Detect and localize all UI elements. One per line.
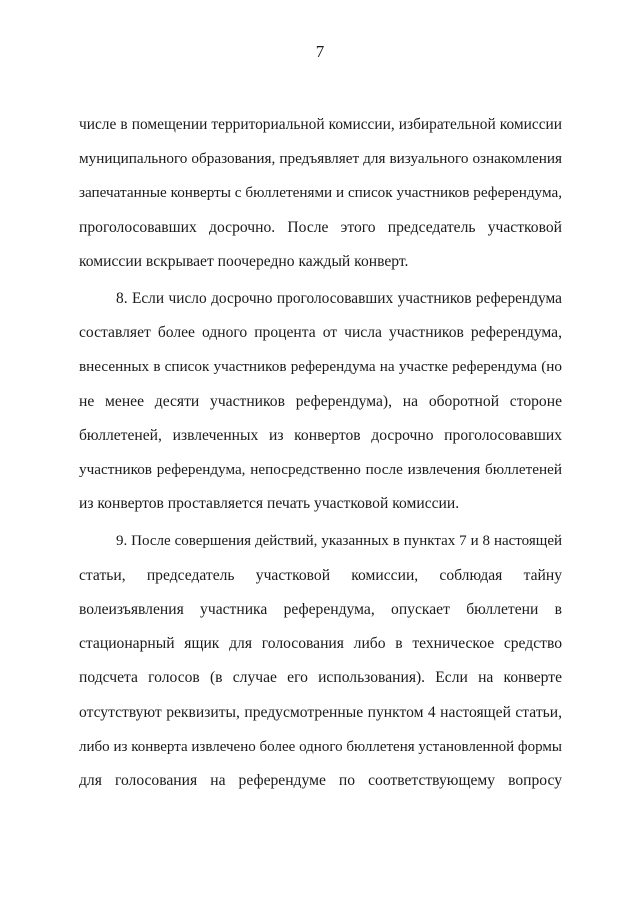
text-line: проголосовавших досрочно. После этого председатель участковой xyxy=(79,219,562,236)
text-line: не менее десяти участников референдума), на оборотной стороне xyxy=(79,393,562,410)
text-line: составляет более одного процента от числа участников референдума, xyxy=(79,324,562,341)
text-line: внесенных в список участников референдума на участке референдума (но xyxy=(79,358,562,375)
text-line: из конвертов проставляется печать участковой комиссии. xyxy=(79,495,460,512)
page-number: 7 xyxy=(315,42,325,61)
text-line: муниципального образования, предъявляет для визуального ознакомления xyxy=(79,150,562,167)
text-line: отсутствуют реквизиты, предусмотренные пунктом 4 настоящей статьи, xyxy=(79,704,562,721)
text-line: волеизъявления участника референдума, опускает бюллетени в xyxy=(79,601,562,618)
text-line: бюллетеней, извлеченных из конвертов досрочно проголосовавших xyxy=(79,427,562,444)
text-line: числе в помещении территориальной комиссии, избирательной комиссии xyxy=(79,116,562,133)
text-line: стационарный ящик для голосования либо в техническое средство xyxy=(79,635,562,652)
text-line: комиссии вскрывает поочередно каждый конверт. xyxy=(79,253,409,270)
text-line: участников референдума, непосредственно после извлечения бюллетеней xyxy=(79,461,562,478)
text-line: 8. Если число досрочно проголосовавших участников референдума xyxy=(116,290,562,307)
text-line: запечатанные конверты с бюллетенями и список участников референдума, xyxy=(79,184,562,201)
text-line: 9. После совершения действий, указанных в пунктах 7 и 8 настоящей xyxy=(116,533,562,549)
text-line: подсчета голосов (в случае его использования). Если на конверте xyxy=(79,669,562,686)
text-line: статьи, председатель участковой комиссии, соблюдая тайну xyxy=(79,567,562,584)
text-line: либо из конверта извлечено более одного бюллетеня установленной формы xyxy=(79,739,562,755)
text-line: для голосования на референдуме по соответствующему вопросу xyxy=(79,772,562,789)
